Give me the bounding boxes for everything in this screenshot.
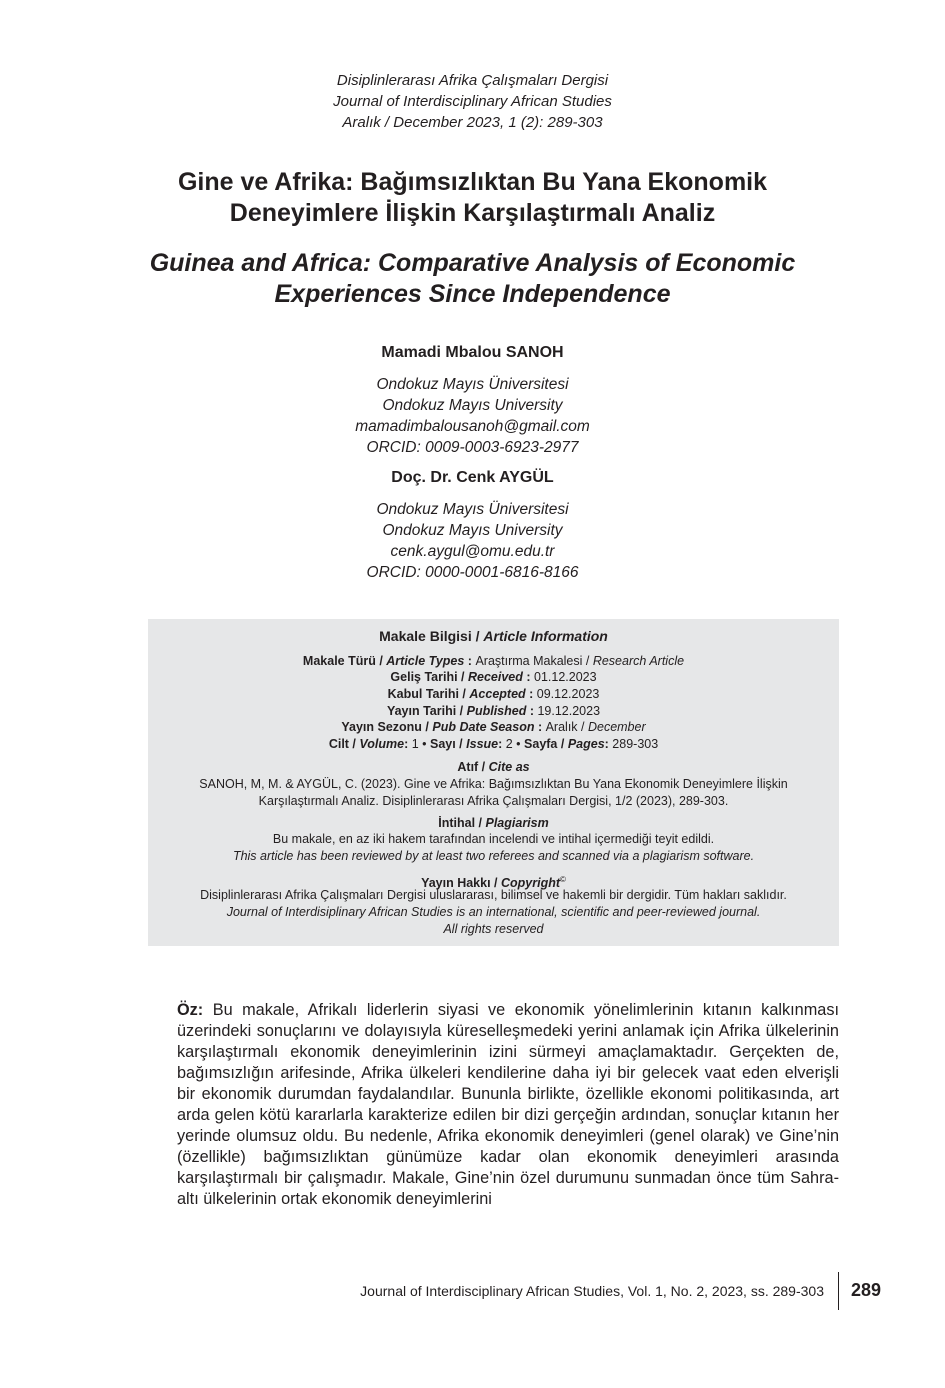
received-row: Geliş Tarihi / Received : 01.12.2023 bbox=[390, 670, 597, 684]
plagiarism-heading: İntihal / Plagiarism bbox=[438, 816, 549, 830]
article-info-box bbox=[148, 619, 839, 946]
cite-heading: Atıf / Cite as bbox=[457, 760, 530, 774]
plagiarism-text-en: This article has been reviewed by at least two referees and scanned via a plagiarism software. bbox=[232, 849, 755, 863]
copyright-text-en2: All rights reserved bbox=[443, 922, 544, 936]
accepted-row: Kabul Tarihi / Accepted : 09.12.2023 bbox=[387, 687, 600, 701]
citation-line2: Karşılaştırmalı Analiz. Disiplinlerarası Afrika Çalışmaları Dergisi, 1/2 (2023), 289-303. bbox=[258, 794, 729, 808]
title-en-line2: Experiences Since Independence bbox=[274, 280, 671, 308]
footer-divider bbox=[838, 1272, 839, 1310]
plagiarism-text-tr: Bu makale, en az iki hakem tarafından incelendi ve intihal içermediği teyit edildi. bbox=[272, 832, 715, 846]
abstract-paragraph bbox=[177, 1000, 839, 1210]
title-tr-line2: Deneyimlere İlişkin Karşılaştırmalı Analiz bbox=[229, 199, 716, 227]
copyright-symbol: © bbox=[560, 875, 566, 884]
pub-season-row: Yayın Sezonu / Pub Date Season : Aralık / December bbox=[341, 720, 646, 734]
copyright-heading: Yayın Hakkı / Copyright© bbox=[421, 875, 566, 891]
journal-name-en: Journal of Interdisciplinary African Studies bbox=[333, 93, 612, 110]
footer-citation: Journal of Interdisciplinary African Studies, Vol. 1, No. 2, 2023, ss. 289-303 bbox=[360, 1283, 824, 1299]
page-number: 289 bbox=[851, 1280, 882, 1300]
published-row: Yayın Tarihi / Published : 19.12.2023 bbox=[386, 704, 601, 718]
affiliation-en: Ondokuz Mayıs University bbox=[382, 397, 563, 414]
author-name: Doç. Dr. Cenk AYGÜL bbox=[391, 469, 554, 486]
citation-line1: SANOH, M, M. & AYGÜL, C. (2023). Gine ve Afrika: Bağımsızlıktan Bu Yana Ekonomik Deneyimlere İlişkin bbox=[199, 777, 788, 791]
author-name: Mamadi Mbalou SANOH bbox=[381, 344, 564, 361]
author-affiliation-block bbox=[0, 499, 945, 583]
affiliation-tr: Ondokuz Mayıs Üniversitesi bbox=[376, 376, 569, 393]
author-affiliation-block bbox=[0, 374, 945, 458]
volume-issue-pages-row: Cilt / Volume: 1 • Sayı / Issue: 2 • Sayfa / Pages: 289-303 bbox=[328, 737, 659, 751]
journal-header bbox=[0, 70, 945, 133]
title-tr-line1: Gine ve Afrika: Bağımsızlıktan Bu Yana Ekonomik bbox=[177, 168, 768, 196]
copyright-text-en1: Journal of Interdisiplinary African Studies is an international, scientific and peer-reviewed journal. bbox=[226, 905, 761, 919]
affiliation-en: Ondokuz Mayıs University bbox=[382, 522, 563, 539]
affiliation-tr: Ondokuz Mayıs Üniversitesi bbox=[376, 501, 569, 518]
article-type-row: Makale Türü / Article Types : Araştırma Makalesi / Research Article bbox=[302, 654, 685, 668]
journal-issue: Aralık / December 2023, 1 (2): 289-303 bbox=[342, 114, 603, 131]
author-email[interactable]: cenk.aygul@omu.edu.tr bbox=[390, 543, 555, 560]
title-en-line1: Guinea and Africa: Comparative Analysis of Economic bbox=[149, 249, 796, 277]
title-english bbox=[120, 248, 825, 310]
author-orcid: ORCID: 0009-0003-6923-2977 bbox=[366, 439, 579, 456]
author-orcid: ORCID: 0000-0001-6816-8166 bbox=[366, 564, 579, 581]
article-info-heading: Makale Bilgisi / Article Information bbox=[379, 628, 608, 644]
copyright-text-tr: Disiplinlerarası Afrika Çalışmaları Dergisi uluslararası, bilimsel ve hakemli bir dergidir. Tüm hakları saklıdır. bbox=[200, 888, 787, 902]
title-turkish bbox=[120, 167, 825, 229]
abstract-text: Bu makale, Afrikalı liderlerin siyasi ve ekonomik yönelimlerinin kıtanın kalkınması üzerindeki sonuçlarını ve dolayısıyla küreselleşmedeki yerini anlamak için Afrika ülkelerinin karşılaştırmalı ekonomik deneyimlerinin izini sürmeyi amaçlamaktadır. Gerçekten de, bağımsızlığın arifesinde, Afrika ülkeleri kendilerine daha iyi bir gelecek vaat eden elverişli bir ekonomik durumdan faydalandılar. Bununla birlikte, özellikle ekonomi politikasında, art arda gelen kötü kararlarla karakterize edilen bir dizi gerçeğin ardından, sonuçlar kıtanın her yerinde olumsuz oldu. Bu nedenle, Afrika ekonomik deneyimleri (genel olarak) ve Gine’nin (özellikle) bağımsızlıktan günümüze kadar olan ekonomik deneyimleri arasında karşılaştırmalı bir çalışmadır. Makale, Gine’nin özel durumunu sunmadan önce tüm Sahra-altı ülkelerinin ortak ekonomik deneyimlerini bbox=[177, 1001, 839, 1208]
abstract-label: Öz: bbox=[177, 1001, 204, 1019]
author-email[interactable]: mamadimbalousanoh@gmail.com bbox=[355, 418, 590, 435]
journal-name-tr: Disiplinlerarası Afrika Çalışmaları Dergisi bbox=[336, 72, 609, 89]
